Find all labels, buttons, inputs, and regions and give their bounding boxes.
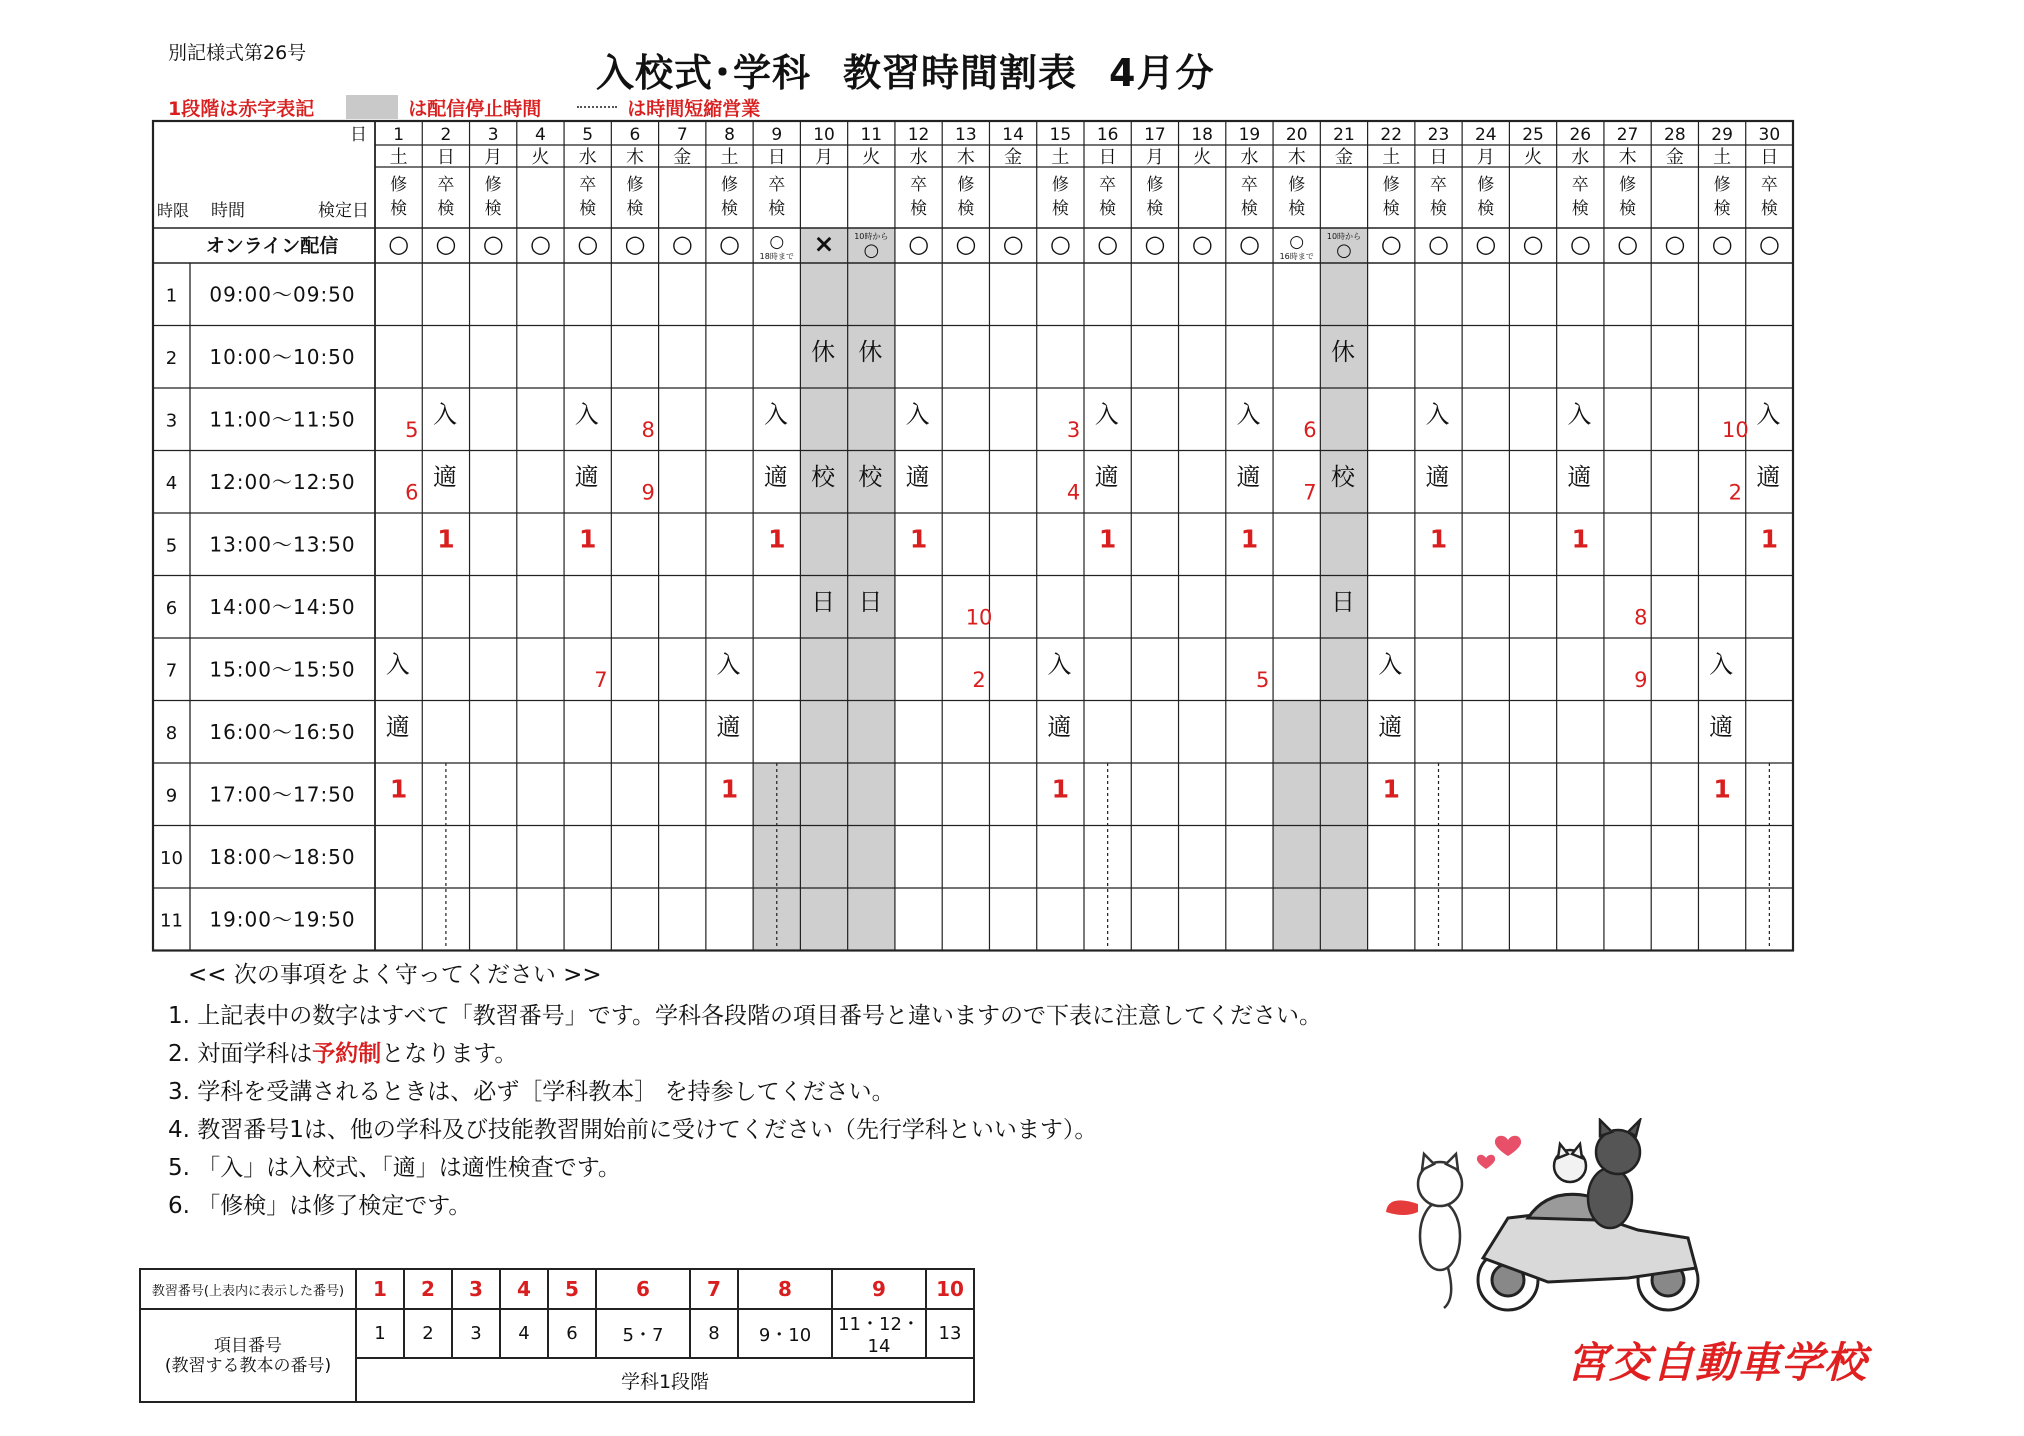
mapping-item: 13 <box>926 1309 974 1358</box>
period-time: 14:00～14:50 <box>209 594 356 619</box>
schedule-entry: 適 <box>432 462 457 491</box>
motorcycle-icon <box>1478 1194 1698 1310</box>
exam-mark: 卒 <box>910 175 928 195</box>
online-mark: ○ <box>1049 230 1071 258</box>
online-mark: ○ <box>1569 230 1591 258</box>
mapping-row2-label-b: (教習する教本の番号) <box>164 1355 332 1376</box>
online-mark: ○ <box>1336 240 1352 261</box>
schedule-entry: 2 <box>1728 480 1743 505</box>
weekday-label: 日 <box>436 147 455 168</box>
schedule-entry: 入 <box>1425 400 1450 429</box>
online-mark: ○ <box>1191 230 1213 258</box>
schedule-entry: 適 <box>1709 712 1734 741</box>
mapping-number: 7 <box>690 1269 738 1309</box>
weekday-label: 金 <box>1665 147 1684 168</box>
exam-mark: 検 <box>1713 199 1731 219</box>
schedule-entry: 入 <box>574 400 599 429</box>
period-number: 11 <box>160 910 183 932</box>
day-number: 1 <box>393 125 405 145</box>
weekday-label: 月 <box>815 147 834 168</box>
online-mark: ○ <box>529 230 551 258</box>
weekday-label: 日 <box>767 147 786 168</box>
online-mark: ○ <box>1522 230 1544 258</box>
weekday-label: 金 <box>1334 147 1353 168</box>
online-mark: ○ <box>1380 230 1402 258</box>
schedule-entry: 6 <box>405 480 419 505</box>
period-number: 9 <box>165 785 178 807</box>
exam-mark: 修 <box>390 175 408 195</box>
day-number: 7 <box>676 125 688 145</box>
schedule-entry: 校 <box>858 462 883 491</box>
mapping-number: 1 <box>356 1269 404 1309</box>
schedule-entry: 4 <box>1066 480 1081 505</box>
weekday-label: 水 <box>1571 147 1590 168</box>
schedule-entry: 8 <box>1634 605 1648 630</box>
exam-mark: 修 <box>484 175 502 195</box>
note-2-post: となります。 <box>381 1041 518 1067</box>
schedule-entry: 適 <box>385 712 410 741</box>
schedule-entry: 入 <box>1567 400 1592 429</box>
exam-mark: 修 <box>721 175 738 195</box>
schedule-entry: 校 <box>811 462 836 491</box>
schedule-entry: 休 <box>1331 337 1356 366</box>
online-mark: ○ <box>435 230 457 258</box>
exam-mark: 検 <box>1099 199 1117 219</box>
mapping-row1-label: 教習番号(上表内に表示した番号) <box>140 1269 356 1309</box>
exam-mark: 検 <box>1477 199 1495 219</box>
exam-mark: 卒 <box>1571 175 1589 195</box>
schedule-entry: 1 <box>1240 524 1259 554</box>
schedule-entry: 1 <box>437 524 455 554</box>
schedule-entry: 適 <box>1425 462 1450 491</box>
exam-mark: 修 <box>1288 175 1306 195</box>
online-mark: ○ <box>1144 230 1166 258</box>
exam-mark: 卒 <box>768 175 786 195</box>
mapping-number: 2 <box>404 1269 452 1309</box>
day-number: 4 <box>535 125 546 145</box>
exam-mark: 検 <box>1146 199 1164 219</box>
day-number: 2 <box>440 125 452 145</box>
weekday-label: 木 <box>1618 147 1637 168</box>
schedule-entry: 1 <box>389 774 408 804</box>
schedule-entry: 適 <box>1236 462 1261 491</box>
exam-mark: 卒 <box>1099 175 1117 195</box>
legend-gray-note: は配信停止時間 <box>408 97 542 120</box>
period-time: 12:00～12:50 <box>209 469 356 494</box>
online-mark: ○ <box>624 230 646 258</box>
weekday-label: 日 <box>1429 147 1448 168</box>
online-mark: ○ <box>1711 230 1733 258</box>
schedule-entry: 休 <box>858 337 883 366</box>
exam-mark: 修 <box>957 175 975 195</box>
schedule-entry: 5 <box>1255 667 1270 692</box>
exam-mark: 検 <box>390 199 408 219</box>
schedule-entry: 1 <box>1713 774 1731 804</box>
schedule-entry: 1 <box>1382 774 1400 804</box>
online-mark: ○ <box>719 230 740 258</box>
online-note: 16時まで <box>1279 252 1314 261</box>
period-time: 09:00～09:50 <box>209 282 356 307</box>
school-name: 宮交自動車学校 <box>1566 1338 1868 1387</box>
schedule-entry: 1 <box>578 524 597 554</box>
mascot-illustration <box>1378 1118 1738 1318</box>
mapping-item: 4 <box>500 1309 548 1358</box>
weekday-label: 日 <box>1760 147 1779 168</box>
note-4: 4. 教習番号1は、他の学科及び技能教習開始前に受けてください（先行学科といいます）。 <box>168 1117 1098 1143</box>
day-number: 30 <box>1758 125 1781 145</box>
heart-icon <box>1477 1136 1521 1169</box>
schedule-entry: 入 <box>1709 650 1734 679</box>
schedule-entry: 適 <box>1047 712 1072 741</box>
exam-mark: 検 <box>768 199 786 219</box>
day-number: 9 <box>771 125 783 145</box>
legend-red-note: 1段階は赤字表記 <box>168 97 315 120</box>
online-mark: ○ <box>1758 230 1780 258</box>
scarf-icon <box>1386 1200 1418 1215</box>
schedule-entry: 1 <box>1760 524 1779 554</box>
schedule-entry: 校 <box>1331 462 1356 491</box>
online-mark: ○ <box>955 230 977 258</box>
schedule-entry: 休 <box>811 337 836 366</box>
weekday-label: 月 <box>1476 147 1495 168</box>
mapping-item: 8 <box>690 1309 738 1358</box>
day-number: 23 <box>1427 125 1450 145</box>
schedule-entry: 5 <box>405 417 419 442</box>
online-mark: ○ <box>671 230 693 258</box>
schedule-entry: 2 <box>972 667 986 692</box>
schedule-entry: 適 <box>574 462 599 491</box>
online-note: 18時まで <box>759 252 794 261</box>
period-time: 11:00～11:50 <box>209 407 356 432</box>
mapping-item: 3 <box>452 1309 500 1358</box>
period-time: 15:00～15:50 <box>209 657 356 682</box>
schedule-entry: 日 <box>1331 587 1356 616</box>
day-number: 8 <box>724 125 735 145</box>
note-2 <box>168 1035 1468 1073</box>
period-time: 13:00～13:50 <box>209 532 356 557</box>
day-number: 6 <box>629 125 641 145</box>
day-number: 27 <box>1616 125 1639 145</box>
mapping-number: 8 <box>738 1269 832 1309</box>
period-time: 18:00～18:50 <box>209 844 356 869</box>
schedule-entry: 入 <box>716 650 741 679</box>
schedule-entry: 入 <box>1236 400 1261 429</box>
day-number: 24 <box>1474 125 1497 145</box>
schedule-entry: 入 <box>385 650 410 679</box>
schedule-entry: 1 <box>1571 524 1590 554</box>
schedule-entry: 7 <box>1303 480 1317 505</box>
schedule-entry: 入 <box>1378 650 1403 679</box>
online-mark: ○ <box>1428 230 1449 258</box>
mapping-number: 3 <box>452 1269 500 1309</box>
weekday-label: 土 <box>1713 147 1732 168</box>
schedule-entry: 1 <box>909 524 928 554</box>
mapping-stage: 学科1段階 <box>356 1358 974 1402</box>
period-number: 10 <box>160 847 183 869</box>
exam-mark: 検 <box>1382 199 1400 219</box>
corner-exam-label: 検定日 <box>318 201 369 221</box>
note-3: 3. 学科を受講されるときは、必ず［学科教本］ を持参してください。 <box>168 1079 895 1105</box>
exam-mark: 卒 <box>1430 175 1447 195</box>
exam-mark: 修 <box>1713 175 1731 195</box>
schedule-entry: 日 <box>858 587 883 616</box>
weekday-label: 金 <box>1004 147 1023 168</box>
schedule-entry: 10 <box>1721 417 1749 442</box>
schedule-entry: 適 <box>905 462 930 491</box>
schedule-entry: 適 <box>1378 712 1403 741</box>
period-number: 3 <box>165 410 178 432</box>
schedule-entry: 1 <box>1098 524 1117 554</box>
weekday-label: 土 <box>389 147 408 168</box>
day-number: 12 <box>907 125 930 145</box>
online-mark: ○ <box>1097 230 1119 258</box>
exam-mark: 検 <box>1051 199 1069 219</box>
weekday-label: 月 <box>484 147 503 168</box>
day-number: 11 <box>860 125 883 145</box>
note-2-red: 予約制 <box>312 1041 382 1067</box>
schedule-entry: 3 <box>1066 417 1081 442</box>
schedule-entry: 適 <box>1094 462 1119 491</box>
weekday-label: 火 <box>1524 147 1543 168</box>
weekday-label: 木 <box>1287 147 1306 168</box>
corner-time-label: 時間 <box>211 201 245 221</box>
mapping-row2-label <box>140 1309 356 1402</box>
mapping-number: 9 <box>832 1269 926 1309</box>
title-main: 入校式･学科 <box>596 51 812 95</box>
weekday-label: 火 <box>1193 147 1212 168</box>
schedule-entry: 1 <box>720 774 739 804</box>
period-number: 7 <box>165 660 178 682</box>
exam-mark: 検 <box>1240 199 1258 219</box>
online-mark: ○ <box>1002 230 1024 258</box>
exam-mark: 検 <box>626 199 644 219</box>
schedule-entry: 入 <box>432 400 457 429</box>
exam-mark: 検 <box>484 199 502 219</box>
note-1: 1. 上記表中の数字はすべて「教習番号」です。学科各段階の項目番号と違いますので下表に注意してください。 <box>168 1003 1322 1029</box>
period-time: 10:00～10:50 <box>209 344 356 369</box>
legend-dotted-note: は時間短縮営業 <box>627 97 761 120</box>
period-number: 8 <box>165 722 178 744</box>
closed-shade <box>753 763 800 951</box>
exam-mark: 修 <box>1146 175 1164 195</box>
exam-mark: 検 <box>1760 199 1778 219</box>
exam-mark: 検 <box>957 199 975 219</box>
exam-mark: 卒 <box>437 175 455 195</box>
note-2-pre: 2. 対面学科は <box>168 1041 313 1067</box>
mapping-number: 5 <box>548 1269 596 1309</box>
day-number: 5 <box>582 125 594 145</box>
exam-mark: 修 <box>626 175 644 195</box>
white-cat-icon <box>1418 1154 1462 1308</box>
day-number: 10 <box>813 125 835 145</box>
weekday-label: 土 <box>1051 147 1070 168</box>
day-number: 3 <box>487 125 499 145</box>
schedule-entry: 日 <box>811 587 836 616</box>
corner-period-label: 時限 <box>157 201 190 220</box>
notes-heading: << 次の事項をよく守ってください >> <box>188 962 602 988</box>
online-mark: ○ <box>1289 232 1305 252</box>
online-mark: ○ <box>1664 230 1686 258</box>
schedule-entry: 10 <box>965 605 993 630</box>
exam-mark: 検 <box>1619 199 1637 219</box>
mapping-number: 10 <box>926 1269 974 1309</box>
title-sub: 教習時間割表 <box>843 51 1078 95</box>
mapping-item: 11・12・14 <box>832 1309 926 1358</box>
online-mark: ○ <box>769 232 785 252</box>
exam-mark: 検 <box>1288 199 1306 219</box>
exam-mark: 修 <box>1477 175 1495 195</box>
online-mark: ○ <box>1475 230 1497 258</box>
online-mark: × <box>813 229 835 258</box>
online-note: 10時から <box>1326 232 1362 241</box>
mapping-table <box>139 1268 975 1403</box>
weekday-label: 日 <box>1098 147 1117 168</box>
day-number: 21 <box>1333 125 1355 145</box>
period-number: 5 <box>165 535 178 557</box>
corner-day-label: 日 <box>350 125 367 145</box>
online-mark: ○ <box>863 240 880 261</box>
exam-mark: 検 <box>579 199 597 219</box>
form-number: 別記様式第26号 <box>168 42 307 64</box>
weekday-label: 木 <box>625 147 644 168</box>
mapping-number: 6 <box>596 1269 690 1309</box>
online-mark: ○ <box>388 230 410 258</box>
online-mark: ○ <box>1238 230 1260 258</box>
period-time: 17:00～17:50 <box>209 782 356 807</box>
weekday-label: 水 <box>1240 147 1259 168</box>
weekday-label: 火 <box>862 147 881 168</box>
day-number: 15 <box>1049 125 1072 145</box>
title-month: 4月分 <box>1109 51 1215 95</box>
exam-mark: 修 <box>1382 175 1400 195</box>
period-number: 1 <box>165 285 178 307</box>
online-mark: ○ <box>1617 230 1639 258</box>
day-number: 29 <box>1711 125 1733 145</box>
exam-mark: 修 <box>1051 175 1069 195</box>
period-number: 6 <box>165 597 178 619</box>
schedule-entry: 9 <box>641 480 655 505</box>
note-6: 6. 「修検」は修了検定です。 <box>168 1193 472 1219</box>
notes-section <box>168 956 1468 1225</box>
schedule-entry: 適 <box>1756 462 1781 491</box>
schedule-entry: 7 <box>594 667 608 692</box>
weekday-label: 木 <box>956 147 975 168</box>
weekday-label: 金 <box>673 147 692 168</box>
schedule-entry: 入 <box>1756 400 1781 429</box>
online-label: オンライン配信 <box>205 235 339 257</box>
exam-mark: 卒 <box>579 175 597 195</box>
exam-mark: 検 <box>1430 199 1447 219</box>
mapping-item: 9・10 <box>738 1309 832 1358</box>
mapping-row2-label-a: 項目番号 <box>214 1335 282 1356</box>
mapping-item: 2 <box>404 1309 452 1358</box>
schedule-entry: 適 <box>763 462 788 491</box>
period-time: 19:00～19:50 <box>209 907 356 932</box>
schedule-entry: 適 <box>716 712 741 741</box>
schedule-entry: 9 <box>1634 667 1648 692</box>
day-number: 14 <box>1002 125 1024 145</box>
day-number: 19 <box>1238 125 1261 145</box>
online-mark: ○ <box>577 230 599 258</box>
day-number: 22 <box>1380 125 1403 145</box>
schedule-entry: 適 <box>1567 462 1592 491</box>
weekday-label: 水 <box>909 147 928 168</box>
online-note: 10時から <box>854 232 889 241</box>
schedule-entry: 6 <box>1303 417 1317 442</box>
mapping-item: 5・7 <box>596 1309 690 1358</box>
schedule-entry: 1 <box>1429 524 1448 554</box>
exam-mark: 検 <box>1571 199 1589 219</box>
mapping-number: 4 <box>500 1269 548 1309</box>
day-number: 28 <box>1664 125 1686 145</box>
exam-mark: 修 <box>1619 175 1637 195</box>
note-5: 5. 「入」は入校式、「適」は適性検査です。 <box>168 1155 621 1181</box>
weekday-label: 土 <box>1382 147 1401 168</box>
exam-mark: 卒 <box>1760 175 1778 195</box>
exam-mark: 検 <box>721 199 738 219</box>
exam-mark: 検 <box>437 199 455 219</box>
mapping-item: 1 <box>356 1309 404 1358</box>
weekday-label: 水 <box>578 147 597 168</box>
schedule-entry: 入 <box>905 400 930 429</box>
day-number: 16 <box>1096 125 1119 145</box>
online-mark: ○ <box>482 230 504 258</box>
schedule-entry: 入 <box>1047 650 1072 679</box>
schedule-entry: 1 <box>1051 774 1070 804</box>
online-mark: ○ <box>908 230 930 258</box>
day-number: 13 <box>955 125 977 145</box>
day-number: 26 <box>1569 125 1592 145</box>
weekday-label: 土 <box>720 147 739 168</box>
day-number: 20 <box>1285 125 1308 145</box>
weekday-label: 火 <box>531 147 550 168</box>
weekday-label: 月 <box>1145 147 1164 168</box>
day-number: 18 <box>1191 125 1213 145</box>
schedule-entry: 1 <box>768 524 786 554</box>
day-number: 17 <box>1144 125 1166 145</box>
period-number: 4 <box>165 472 178 494</box>
schedule-entry: 入 <box>1094 400 1119 429</box>
exam-mark: 検 <box>910 199 928 219</box>
exam-mark: 卒 <box>1240 175 1258 195</box>
period-time: 16:00～16:50 <box>209 719 356 744</box>
mapping-item: 6 <box>548 1309 596 1358</box>
schedule-entry: 8 <box>641 417 655 442</box>
day-number: 25 <box>1522 125 1544 145</box>
period-number: 2 <box>165 347 178 369</box>
schedule-entry: 入 <box>763 400 788 429</box>
